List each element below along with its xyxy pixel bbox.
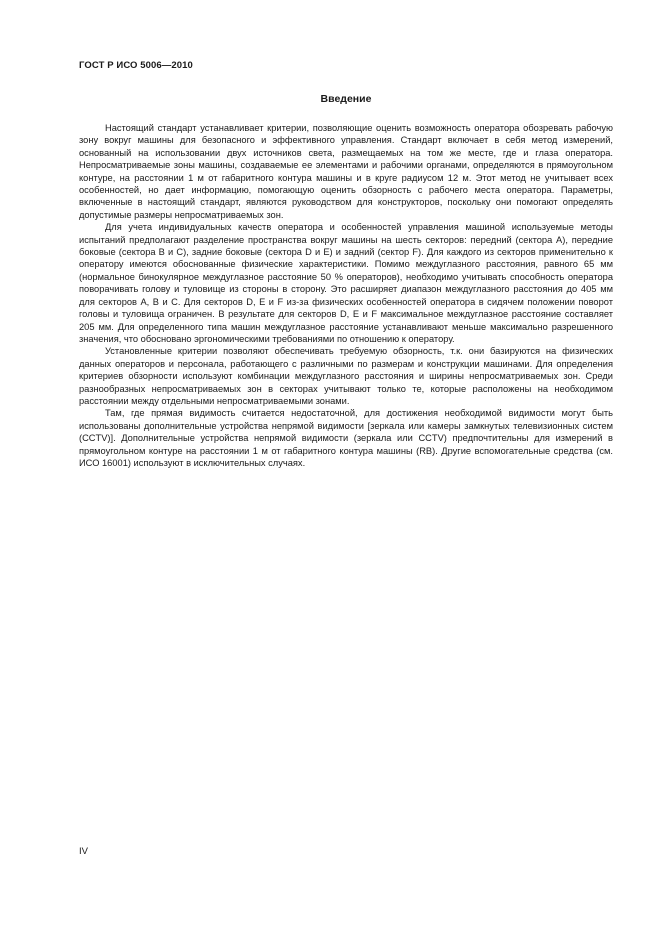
document-code-header: ГОСТ Р ИСО 5006—2010: [79, 60, 193, 71]
introduction-body: [79, 122, 613, 469]
paragraph-sectors: Для учета индивидуальных качеств оператора и особенностей управления машиной используемые методы испытаний предполагают разделение пространства вокруг машины на шесть секторов: передний (сектора А), передние боковые (сектора В и С), задние боковые (сектора D и Е) и задний (сектор F). Для каждого из секторов применительно к оператору имеются обоснованные физические характеристики. Помимо междуглазного расстояния, равного 65 мм (нормальное бинокулярное междуглазное расстояние 50 % операторов), необходимо учитывать способность оператора поворачивать голову и туловище из стороны в сторону. Это расширяет диапазон междуглазного расстояния до 405 мм для секторов А, В и С. Для секторов D, Е и F из-за физических особенностей оператора в сидячем положении поворот головы и туловища ограничен. В результате для секторов D, Е и F максимальное междуглазное расстояние составляет 205 мм. Для определенного типа машин междуглазное расстояние устанавливают меньше максимально разрешенного значения, что обосновано эргономическими требованиями по отношению к оператору.: [79, 222, 613, 344]
page-number: IV: [79, 846, 88, 857]
paragraph-indirect-visibility: Там, где прямая видимость считается недостаточной, для достижения необходимой видимости могут быть использованы дополнительные устройства непрямой видимости [зеркала или камеры замкнутых телевизионных систем (CCTV)]. Дополнительные устройства непрямой видимости (зеркала или CCTV) предпочтительны для измерений в прямоугольном контуре на расстоянии 1 м от габаритного контура машины (RB). Другие вспомогательные средства (см. ИСО 16001) используют в исключительных случаях.: [79, 408, 613, 468]
section-title: Введение: [320, 93, 372, 105]
paragraph-scope: Настоящий стандарт устанавливает критерии, позволяющие оценить возможность оператора обозревать рабочую зону вокруг машины для безопасного и эффективного управления. Стандарт включает в себя метод измерений, основанный на использовании двух источников света, размещаемых на том же месте, где и глаза оператора. Непросматриваемые зоны машины, создаваемые ее элементами и рабочими органами, определяются в прямоугольном контуре, на расстоянии 1 м от габаритного контура машины и в круге радиусом 12 м. Этот метод не учитывает всех особенностей, но дает информацию, помогающую оценить обзорность с рабочего места оператора. Параметры, включенные в настоящий стандарт, являются руководством для конструкторов, поскольку они помогают определять допустимые размеры непросматриваемых зон.: [79, 123, 613, 220]
paragraph-criteria: Установленные критерии позволяют обеспечивать требуемую обзорность, т.к. они базируются на физических данных операторов и персонала, работающего с различными по размерам и конструкции машинами. Для определения критериев обзорности используют комбинации междуглазного расстояния и ширины непросматриваемых зон. Среди разнообразных непросматриваемых зон в секторах учитывают только те, которые расположены на необходимом расстоянии между отдельными непросматриваемыми зонами.: [79, 346, 613, 406]
